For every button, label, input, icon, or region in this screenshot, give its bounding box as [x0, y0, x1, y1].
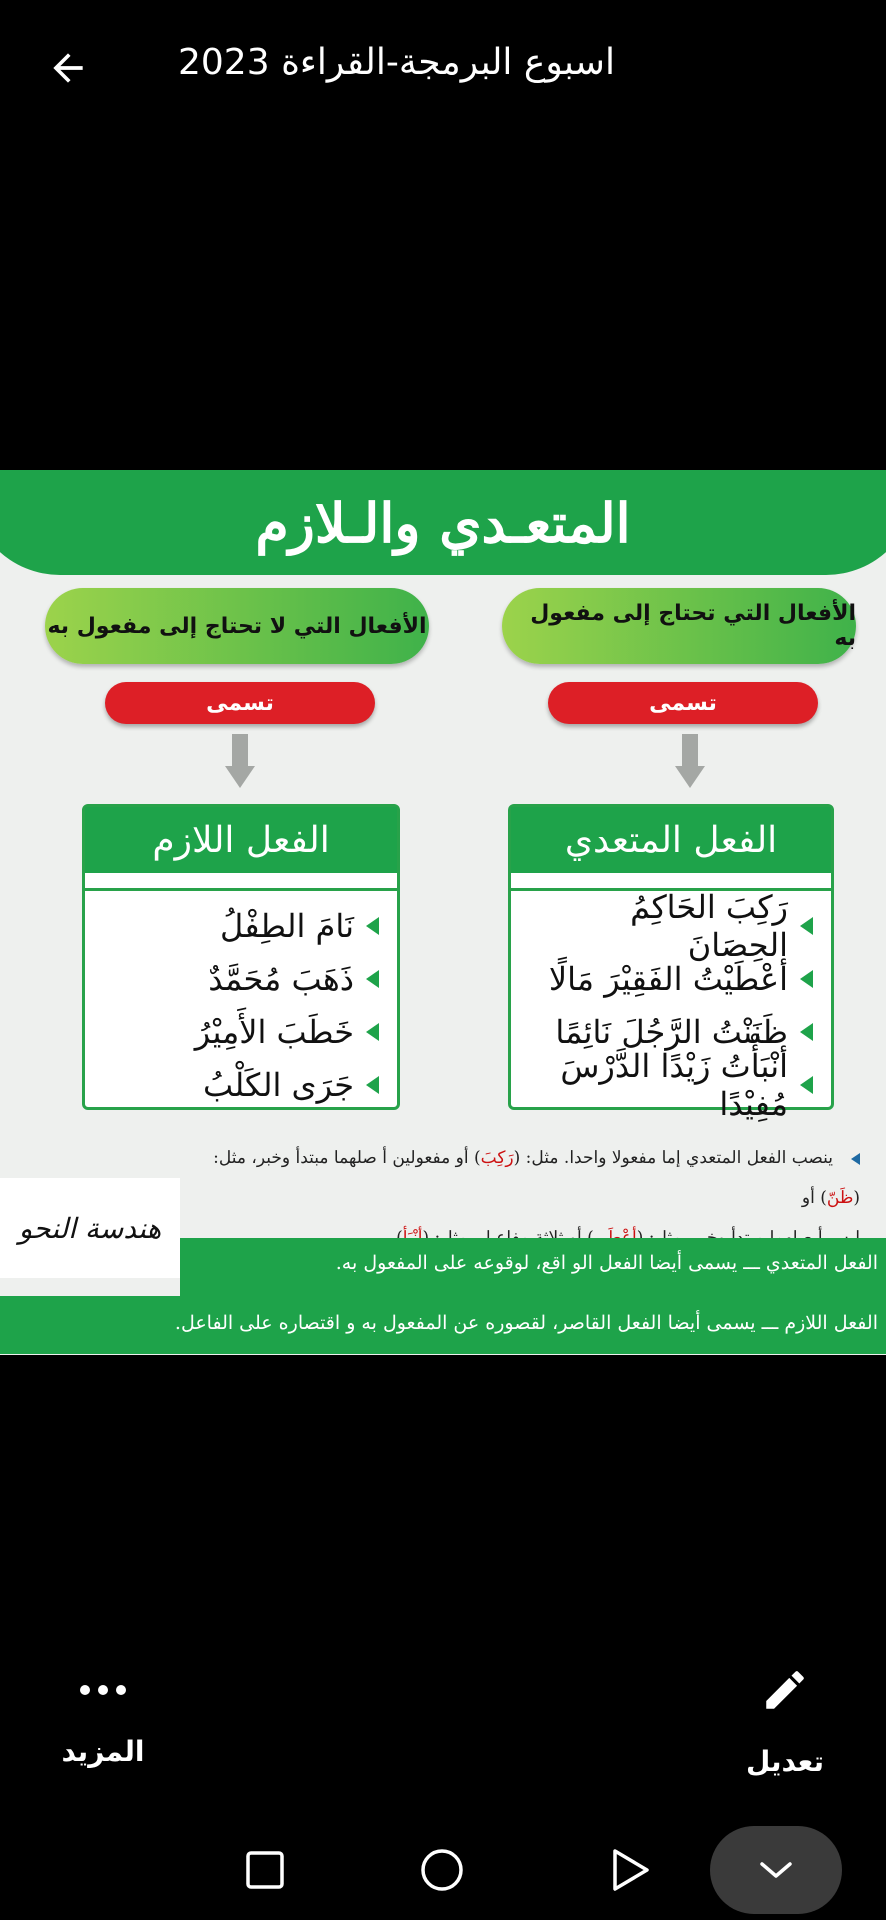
transitive-verb-box: [508, 804, 834, 1123]
list-item: أعْطَيْتُ الفَقِيْرَ مَالًا: [529, 952, 813, 1005]
arrow-left-icon: [46, 46, 90, 90]
grammar-infographic: [0, 470, 886, 1355]
logo: هندسة النحو: [0, 1178, 180, 1278]
intransitive-verb-box: [82, 804, 400, 1110]
list-item: أنْبَأْتُ زَيْدًا الدَّرْسَ مُفِيْدًا: [529, 1058, 813, 1111]
more-dots-icon: [73, 1675, 133, 1705]
list-item: ذَهَبَ مُحَمَّدٌ: [103, 952, 379, 1005]
edit-label: تعديل: [746, 1745, 824, 1778]
intransitive-description-pill: الأفعال التي لا تحتاج إلى مفعول به: [45, 588, 429, 664]
home-button[interactable]: [402, 1820, 482, 1920]
play-triangle-icon: [609, 1847, 651, 1893]
definition-transitive: الفعل المتعدي ـــ يسمى أيضا الفعل الو اقع، لوقوعه على المفعول به.: [335, 1252, 878, 1274]
back-button[interactable]: [38, 38, 98, 98]
more-button[interactable]: [48, 1675, 158, 1768]
list-item: جَرَى الكَلْبُ: [103, 1058, 379, 1111]
collapse-button[interactable]: [710, 1826, 842, 1914]
page-title: اسبوع البرمجة-القراءة 2023: [178, 42, 615, 83]
arrow-down-icon: [675, 734, 705, 792]
list-item: نَامَ الطِفْلُ: [103, 899, 379, 952]
explanation-note: ينصب الفعل المتعدي إما مفعولا واحدا. مثل: (رَكِبَ) أو مفعولين أ صلهما مبتدأ وخبر، مثل:(ظَنّ) أو: [213, 1148, 860, 1208]
more-label: المزيد: [61, 1735, 145, 1768]
pencil-icon: [760, 1665, 810, 1715]
list-item: ظَنَنْتُ الرَّجُلَ نَائِمًا: [529, 1005, 813, 1058]
transitive-examples-list: [511, 887, 831, 1123]
list-item: خَطَبَ الأَمِيْرُ: [103, 1005, 379, 1058]
circle-icon: [419, 1847, 465, 1893]
intransitive-examples-list: [85, 891, 397, 1111]
system-nav-bar: [0, 1820, 886, 1920]
transitive-description-pill: الأفعال التي تحتاج إلى مفعول به: [502, 588, 856, 664]
intransitive-box-title: الفعل اللازم: [85, 807, 397, 873]
chevron-down-icon: [758, 1858, 794, 1882]
play-button[interactable]: [590, 1820, 670, 1920]
banner-title: المتعـدي والـلازم: [255, 490, 631, 555]
definition-band: [180, 1238, 886, 1296]
top-app-bar: [0, 0, 886, 140]
transitive-box-title: الفعل المتعدي: [511, 807, 831, 873]
intransitive-named-pill: تسمى: [105, 682, 375, 724]
square-icon: [245, 1850, 285, 1890]
definition-band: [0, 1296, 886, 1354]
list-item: رَكِبَ الحَاكِمُ الحِصَانَ: [529, 899, 813, 952]
recents-button[interactable]: [225, 1820, 305, 1920]
edit-button[interactable]: [730, 1665, 840, 1778]
transitive-named-pill: تسمى: [548, 682, 818, 724]
definition-intransitive: الفعل اللازم ـــ يسمى أيضا الفعل القاصر، لقصوره عن المفعول به و اقتصاره على الفاعل.: [174, 1312, 878, 1334]
banner: [0, 470, 886, 575]
arrow-down-icon: [225, 734, 255, 792]
